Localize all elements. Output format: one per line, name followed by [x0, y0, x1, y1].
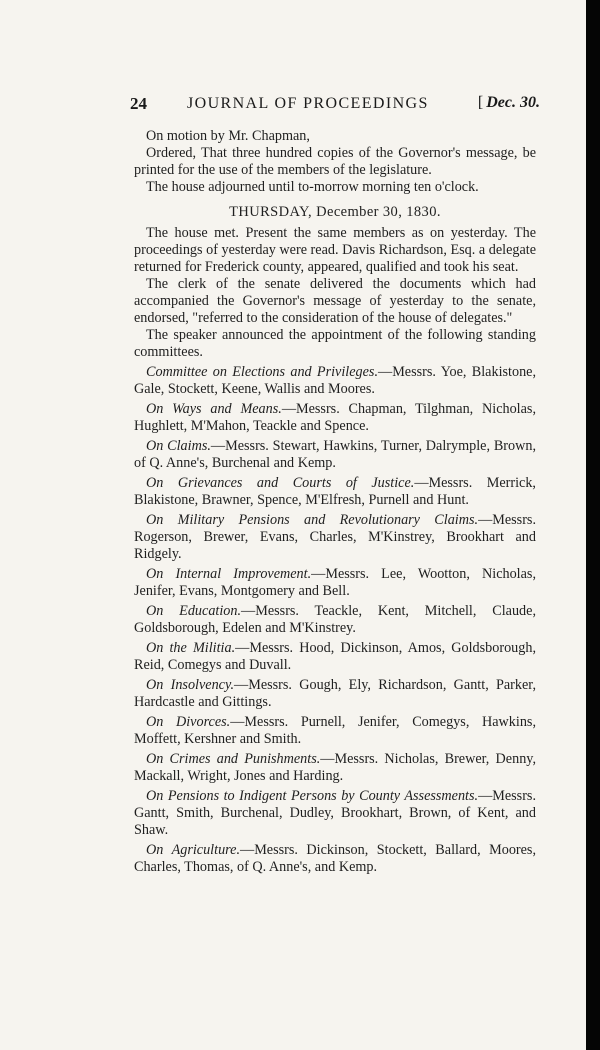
committee-name: On Military Pensions and Revolutionary Claims. — [146, 512, 479, 528]
committee-members: —Messrs. Lee, Wootton, Nicholas, Jenifer, Evans, Montgomery and Bell. — [134, 566, 536, 599]
committee-members: —Messrs. Rogerson, Brewer, Evans, Charles, M'Kinstrey, Brookhart and Ridgely. — [134, 512, 536, 562]
committee-members: —Messrs. Dickinson, Stockett, Ballard, Moores, Charles, Thomas, of Q. Anne's, and Kemp. — [134, 842, 536, 875]
committee-name: On Internal Improvement. — [146, 566, 312, 582]
committee-members: —Messrs. Chapman, Tilghman, Nicholas, Hughlett, M'Mahon, Teackle and Spence. — [134, 401, 536, 434]
running-date: [ Dec. 30. — [477, 94, 540, 111]
committee-entry — [134, 364, 536, 398]
committee-members: —Messrs. Teackle, Kent, Mitchell, Claude, Goldsborough, Edelen and M'Kinstrey. — [134, 603, 536, 636]
committee-members: —Messrs. Purnell, Jenifer, Comegys, Hawkins, Moffett, Kershner and Smith. — [134, 714, 536, 747]
committee-name: On Pensions to Indigent Persons by County Assessments. — [146, 788, 479, 804]
committee-entry — [134, 438, 536, 472]
proceedings-paragraph: The house met. Present the same members as on yesterday. The proceedings of yesterday were read. Davis Richardson, Esq. a delegate returned for Frederick county, appeared, qualified and took his seat. — [134, 225, 536, 275]
committee-name: On Claims. — [146, 438, 211, 454]
page-number: 24 — [130, 94, 147, 113]
committee-members: —Messrs. Hood, Dickinson, Amos, Goldsborough, Reid, Comegys and Duvall. — [134, 640, 536, 673]
committee-entry — [134, 512, 536, 563]
committee-entry — [134, 751, 536, 785]
running-header — [130, 94, 540, 116]
page-edge-shadow — [586, 0, 600, 1050]
committee-entry — [134, 714, 536, 748]
committee-name: On Ways and Means. — [146, 401, 282, 417]
committee-entry — [134, 566, 536, 600]
running-date-text: Dec. 30. — [486, 94, 540, 111]
committee-name: On Education. — [146, 603, 242, 619]
committee-name: On Divorces. — [146, 714, 231, 730]
clerk-paragraph: The clerk of the senate delivered the documents which had accompanied the Governor's message of yesterday to the senate, endorsed, "referred to the consideration of the house of delegates." — [134, 276, 536, 326]
committee-entry — [134, 677, 536, 711]
motion-line: On motion by Mr. Chapman, — [146, 128, 310, 144]
committee-members: —Messrs. Gough, Ely, Richardson, Gantt, Parker, Hardcastle and Gittings. — [134, 677, 537, 710]
committee-members: —Messrs. Yoe, Blakistone, Gale, Stockett, Keene, Wallis and Moores. — [134, 364, 537, 397]
committee-members: —Messrs. Nicholas, Brewer, Denny, Mackall, Wright, Jones and Harding. — [134, 751, 537, 784]
committee-members: —Messrs. Gantt, Smith, Burchenal, Dudley, Brookhart, Brown, of Kent, and Shaw. — [134, 788, 536, 838]
committee-name: On Grievances and Courts of Justice. — [146, 475, 415, 491]
order-paragraph: Ordered, That three hundred copies of the Governor's message, be printed for the use of the members of the legislature. — [134, 145, 536, 178]
committee-name: On the Militia. — [146, 640, 236, 656]
speaker-paragraph: The speaker announced the appointment of the following standing committees. — [134, 327, 536, 360]
committee-entry — [134, 603, 536, 637]
committee-name: On Insolvency. — [146, 677, 235, 693]
committee-entry — [134, 401, 536, 435]
day-heading: THURSDAY, December 30, 1830. — [229, 204, 441, 220]
committee-members: —Messrs. Merrick, Blakistone, Brawner, Spence, M'Elfresh, Purnell and Hunt. — [134, 475, 536, 508]
page-body — [134, 128, 536, 876]
committee-entry — [134, 842, 536, 876]
committee-name: Committee on Elections and Privileges. — [146, 364, 378, 380]
running-title: JOURNAL OF PROCEEDINGS — [187, 95, 429, 112]
committee-members: —Messrs. Stewart, Hawkins, Turner, Dalrymple, Brown, of Q. Anne's, Burchenal and Kemp. — [134, 438, 537, 471]
adjournment-line: The house adjourned until to-morrow morning ten o'clock. — [146, 179, 479, 195]
committee-entry — [134, 788, 536, 839]
committee-entry — [134, 640, 536, 674]
committee-name: On Agriculture. — [146, 842, 240, 858]
committee-entry — [134, 475, 536, 509]
committee-name: On Crimes and Punishments. — [146, 751, 321, 767]
